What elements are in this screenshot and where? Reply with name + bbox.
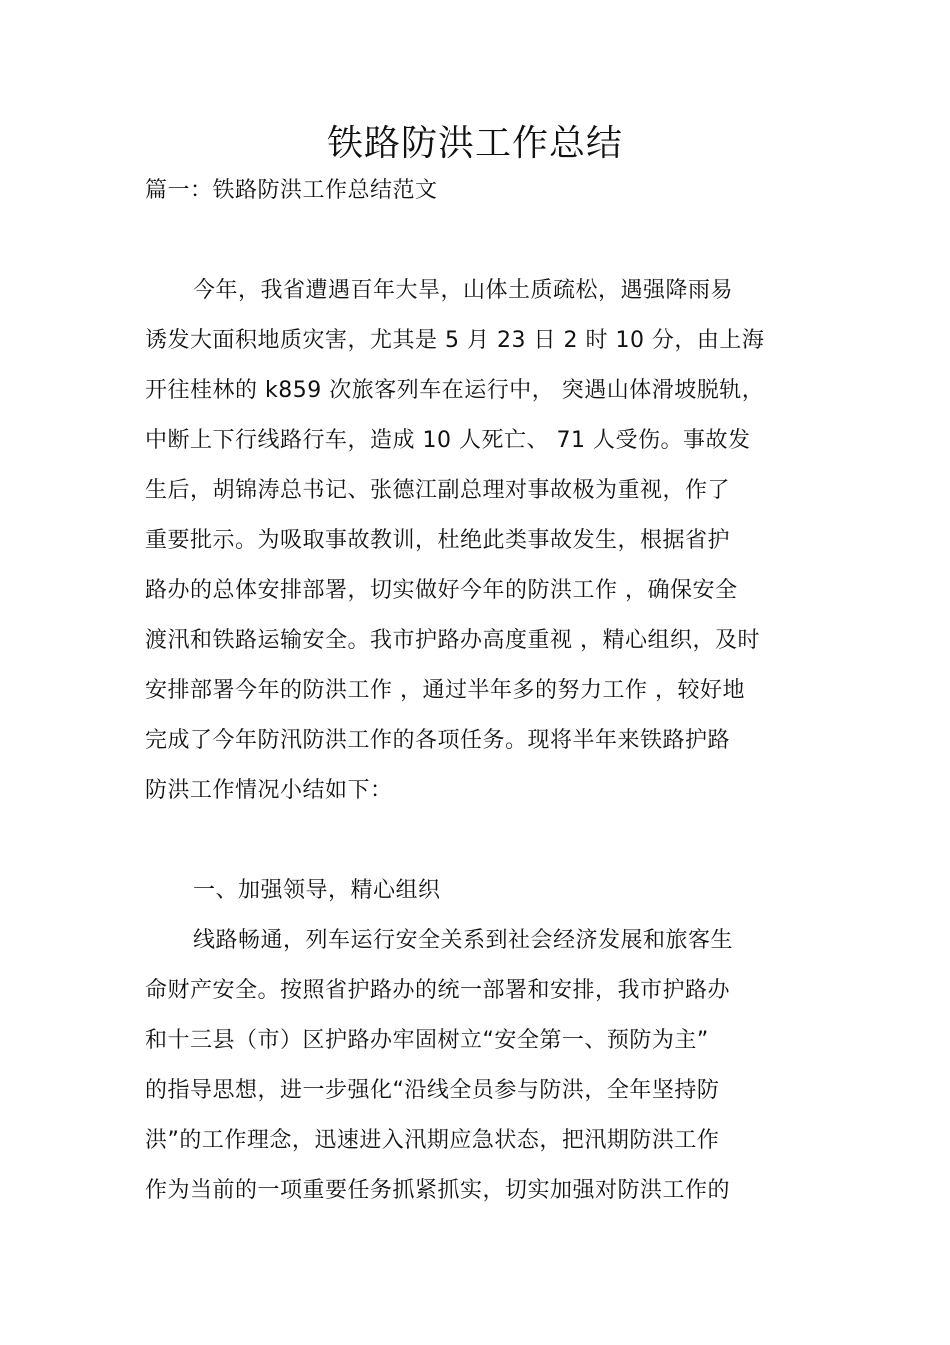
text-line: 路办的总体安排部署，切实做好今年的防洪工作 ，确保安全	[145, 578, 738, 603]
document-title: 铁路防洪工作总结	[326, 123, 623, 164]
text-line: 开往桂林的 k859 次旅客列车在运行中， 突遇山体滑坡脱轨，	[145, 378, 765, 403]
text-line: 今年，我省遭遇百年大旱，山体土质疏松，遇强降雨易	[193, 278, 734, 303]
text-line: 渡汛和铁路运输安全。我市护路办高度重视 ，精心组织，及时	[145, 628, 760, 653]
text-line: 中断上下行线路行车，造成 10 人死亡、 71 人受伤。事故发	[145, 428, 751, 453]
text-line: 和十三县（市）区护路办牢固树立“安全第一、预防为主”	[145, 1028, 709, 1053]
text-line: 命财产安全。按照省护路办的统一部署和安排，我市护路办	[145, 978, 731, 1003]
text-line: 诱发大面积地质灾害，尤其是 5 月 23 日 2 时 10 分，由上海	[145, 328, 765, 353]
section-heading: 一、加强领导，精心组织	[193, 878, 441, 903]
text-line: 线路畅通，列车运行安全关系到社会经济发展和旅客生	[193, 928, 734, 953]
text-line: 洪”的工作理念，迅速进入汛期应急状态，把汛期防洪工作	[145, 1128, 720, 1153]
text-line: 的指导思想，进一步强化“沿线全员参与防洪，全年坚持防	[145, 1078, 720, 1103]
text-line: 完成了今年防汛防洪工作的各项任务。现将半年来铁路护路	[145, 728, 731, 753]
text-line: 重要批示。为吸取事故教训，杜绝此类事故发生，根据省护	[145, 528, 731, 553]
text-line: 防洪工作情况小结如下：	[145, 778, 393, 803]
text-line: 作为当前的一项重要任务抓紧抓实，切实加强对防洪工作的	[145, 1178, 731, 1203]
document-subtitle: 篇一：铁路防洪工作总结范文	[145, 178, 438, 203]
text-line: 安排部署今年的防洪工作 ，通过半年多的努力工作 ，较好地	[145, 678, 745, 703]
text-line: 生后，胡锦涛总书记、张德江副总理对事故极为重视，作了	[145, 478, 731, 503]
